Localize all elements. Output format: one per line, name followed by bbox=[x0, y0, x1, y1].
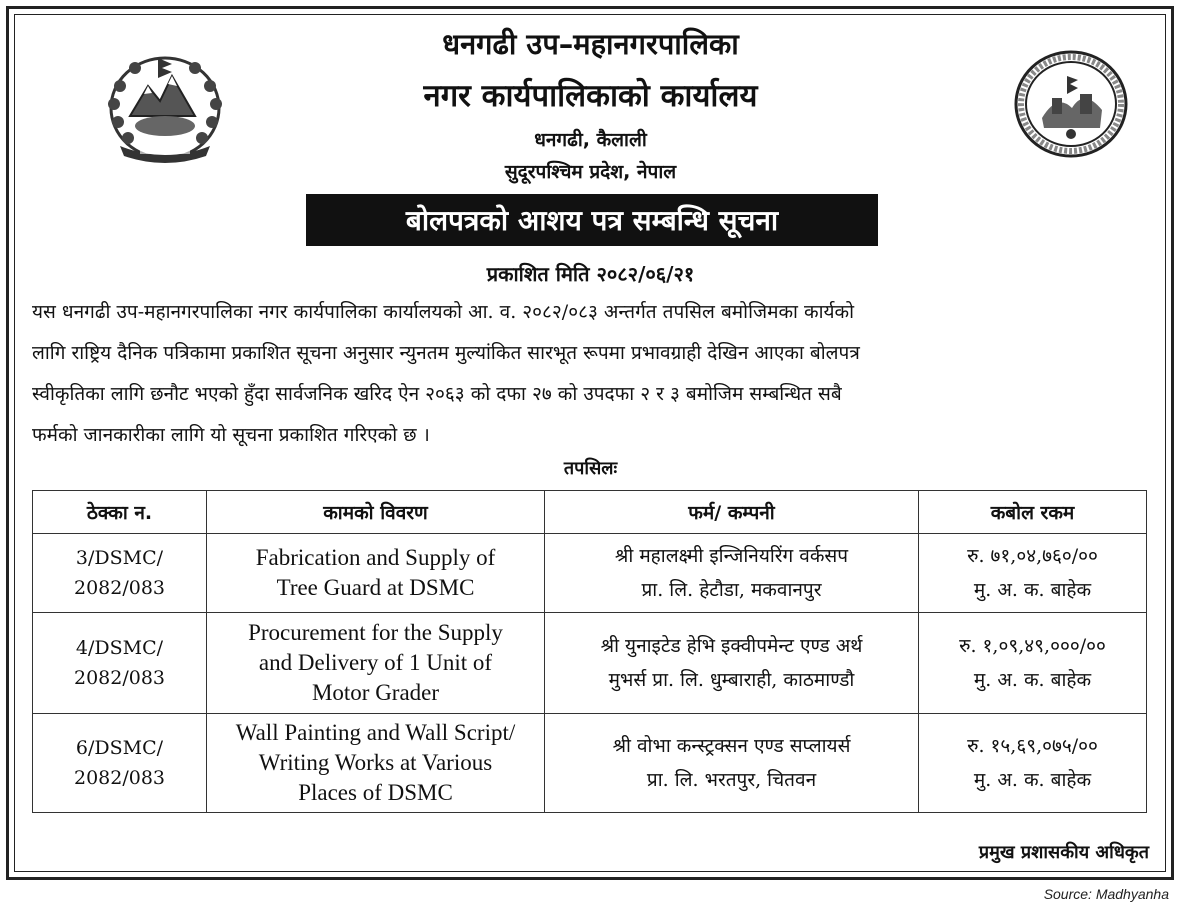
bid-amount-cell bbox=[919, 534, 1147, 613]
work-description-cell bbox=[207, 613, 545, 714]
col-header-contract: ठेक्का न. bbox=[33, 491, 207, 534]
notice-body bbox=[32, 292, 1152, 456]
bid-amount-note: मु. अ. क. बाहेक bbox=[973, 579, 1092, 601]
bid-amount-note: मु. अ. क. बाहेक bbox=[973, 769, 1092, 791]
body-line: स्वीकृतिका लागि छनौट भएको हुँदा सार्वजनिक खरिद ऐन २०६३ को दफा २७ को उपदफा २ र ३ बमोजिम सम्बन्धित सबै bbox=[32, 383, 842, 405]
contract-no: 3/DSMC/ bbox=[75, 547, 164, 569]
contract-no-cell bbox=[33, 534, 207, 613]
col-header-amount: कबोल रकम bbox=[919, 491, 1147, 534]
work-description-cell bbox=[207, 714, 545, 813]
award-table bbox=[32, 490, 1147, 813]
table-row bbox=[33, 714, 1147, 813]
firm-name: श्री वोभा कन्स्ट्रक्सन एण्ड सप्लायर्स bbox=[612, 735, 851, 757]
bid-amount-cell bbox=[919, 613, 1147, 714]
bid-amount-note: मु. अ. क. बाहेक bbox=[973, 669, 1092, 691]
work-description: Fabrication and Supply of bbox=[255, 545, 496, 570]
firm-name: मुभर्स प्रा. लि. धुम्बाराही, काठमाण्डौ bbox=[608, 669, 855, 691]
bid-amount: रु. १५,६९,०७५/०० bbox=[967, 735, 1098, 757]
work-description: Procurement for the Supply bbox=[248, 620, 503, 645]
body-line: यस धनगढी उप-महानगरपालिका नगर कार्यपालिका कार्यालयको आ. व. २०८२/०८३ अन्तर्गत तपसिल बमोजिमका कार्यको bbox=[32, 301, 855, 323]
work-description-cell bbox=[207, 534, 545, 613]
firm-cell bbox=[545, 714, 919, 813]
firm-name: श्री महालक्ष्मी इन्जिनियरिंग वर्कसप bbox=[614, 545, 849, 567]
work-description: and Delivery of 1 Unit of bbox=[258, 650, 493, 675]
work-description: Writing Works at Various bbox=[258, 750, 493, 775]
table-header-row bbox=[33, 491, 1147, 534]
col-header-firm: फर्म/ कम्पनी bbox=[545, 491, 919, 534]
work-description: Places of DSMC bbox=[298, 780, 453, 805]
firm-name: प्रा. लि. भरतपुर, चितवन bbox=[646, 769, 817, 791]
office-name: नगर कार्यपालिकाको कार्यालय bbox=[423, 78, 758, 114]
province: सुदूरपश्चिम प्रदेश, नेपाल bbox=[504, 161, 677, 183]
notice-title: बोलपत्रको आशय पत्र सम्बन्धि सूचना bbox=[306, 194, 878, 246]
firm-name: श्री युनाइटेड हेभि इक्वीपमेन्ट एण्ड अर्थ bbox=[600, 635, 863, 657]
firm-cell bbox=[545, 534, 919, 613]
bid-amount-cell bbox=[919, 714, 1147, 813]
bid-amount: रु. ७१,०४,७६०/०० bbox=[967, 545, 1098, 567]
contract-no: 4/DSMC/ bbox=[75, 637, 164, 659]
body-line: फर्मको जानकारीका लागि यो सूचना प्रकाशित गरिएको छ । bbox=[32, 424, 430, 446]
table-row bbox=[33, 613, 1147, 714]
work-description: Wall Painting and Wall Script/ bbox=[235, 720, 516, 745]
details-label: तपसिलः bbox=[563, 458, 618, 479]
firm-name: प्रा. लि. हेटौडा, मकवानपुर bbox=[641, 579, 822, 601]
work-description: Motor Grader bbox=[311, 680, 440, 705]
signatory-title: प्रमुख प्रशासकीय अधिकृत bbox=[978, 842, 1149, 863]
contract-no-cell bbox=[33, 714, 207, 813]
municipality-name: धनगढी उप–महानगरपालिका bbox=[442, 27, 739, 61]
source-credit: Source: Madhyanha bbox=[1043, 886, 1169, 902]
bid-amount: रु. १,०९,४९,०००/०० bbox=[959, 635, 1106, 657]
table-row bbox=[33, 534, 1147, 613]
contract-no: 2082/083 bbox=[73, 767, 166, 789]
contract-no: 2082/083 bbox=[73, 667, 166, 689]
col-header-work: कामको विवरण bbox=[207, 491, 545, 534]
location: धनगढी, कैलाली bbox=[534, 129, 647, 151]
body-line: लागि राष्ट्रिय दैनिक पत्रिकामा प्रकाशित सूचना अनुसार न्युनतम मुल्यांकित सारभूत रूपमा प्रभावग्राही देखिन आएका बोलपत्र bbox=[32, 342, 860, 364]
firm-cell bbox=[545, 613, 919, 714]
contract-no: 6/DSMC/ bbox=[75, 737, 164, 759]
work-description: Tree Guard at DSMC bbox=[276, 575, 475, 600]
contract-no-cell bbox=[33, 613, 207, 714]
published-date: प्रकाशित मिति २०८२/०६/२१ bbox=[486, 262, 695, 286]
contract-no: 2082/083 bbox=[73, 577, 166, 599]
